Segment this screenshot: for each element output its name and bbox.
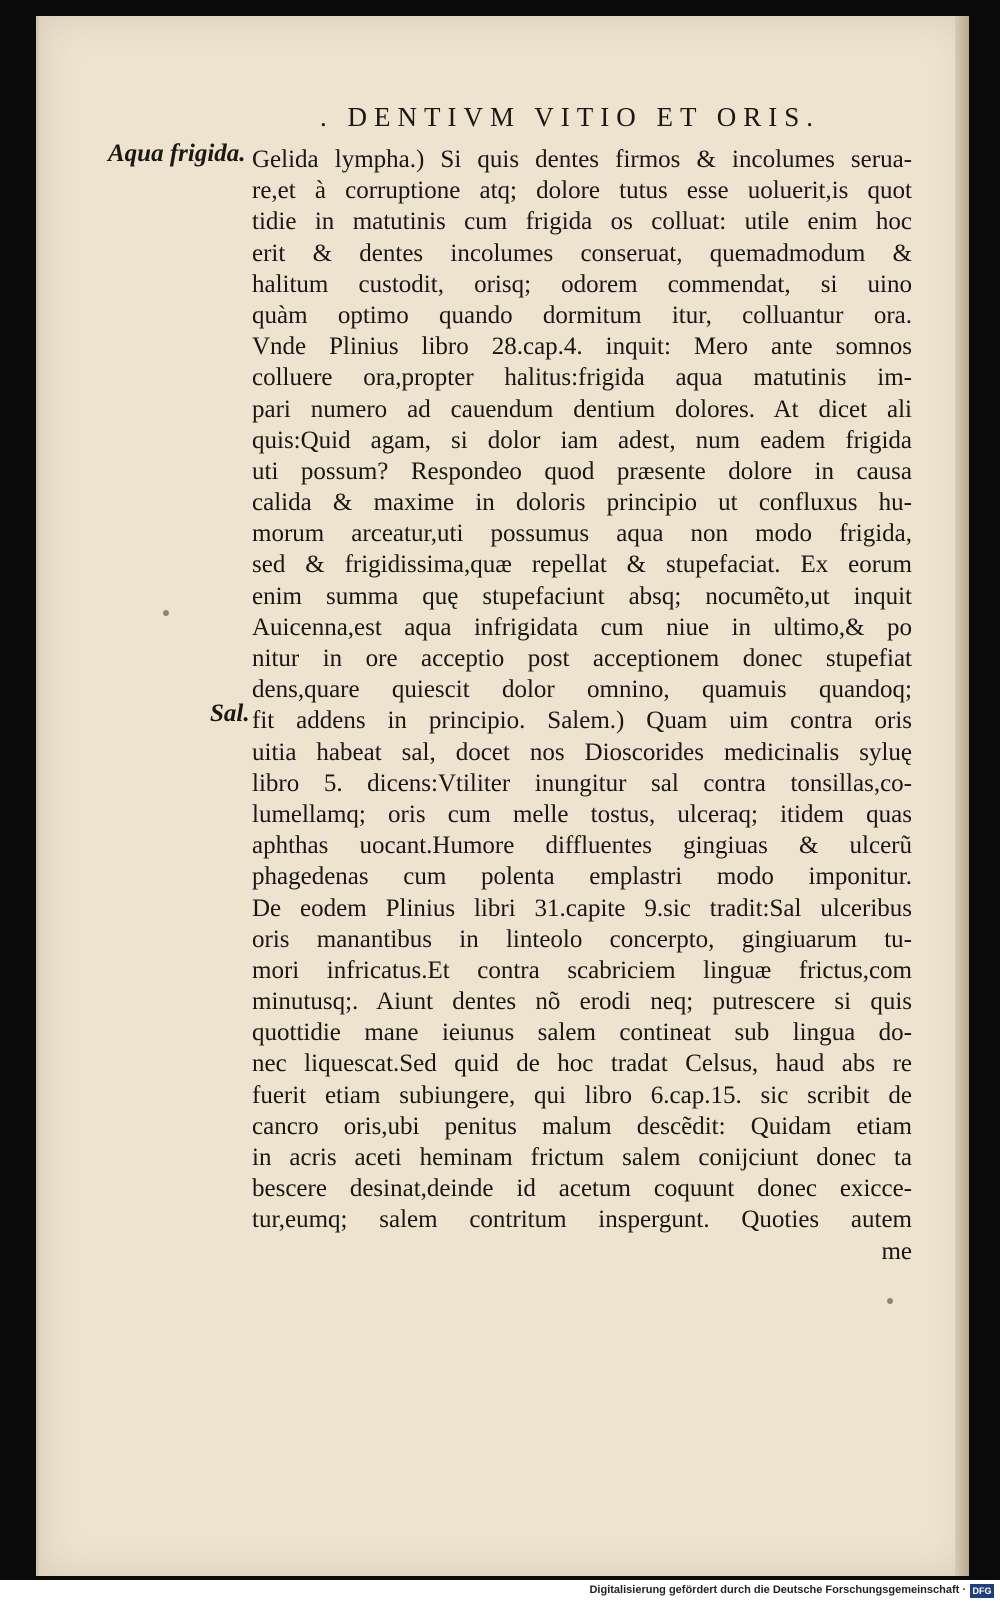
text-line: libro 5. dicens:Vtiliter inungitur sal contra tonsillas,co- <box>252 769 912 797</box>
text-line: colluere ora,propter halitus:frigida aqua matutinis im- <box>252 364 912 392</box>
text-line: me <box>881 1237 912 1265</box>
text-line: quàm optimo quando dormitum itur, colluantur ora. <box>252 301 912 329</box>
text-line: erit & dentes incolumes conseruat, quemadmodum & <box>252 239 912 267</box>
text-line: halitum custodit, orisq; odorem commendat, si uino <box>252 270 912 298</box>
body-text-block <box>252 144 912 1267</box>
margin-note-sal: Sal. <box>210 700 250 727</box>
text-line: uitia habeat sal, docet nos Dioscorides medicinalis syluę <box>252 738 912 766</box>
text-line: pari numero ad cauendum dentium dolores. At dicet ali <box>252 395 912 423</box>
text-line: Vnde Plinius libro 28.cap.4. inquit: Mero ante somnos <box>252 333 912 361</box>
text-line: oris manantibus in linteolo concerpto, gingiuarum tu- <box>252 925 912 953</box>
text-line: De eodem Plinius libri 31.capite 9.sic tradit:Sal ulceribus <box>252 894 912 922</box>
text-line: tidie in matutinis cum frigida os colluat: utile enim hoc <box>252 208 912 236</box>
text-line: fuerit etiam subiungere, qui libro 6.cap.15. sic scribit de <box>252 1081 912 1109</box>
text-line: quis:Quid agam, si dolor iam adest, num eadem frigida <box>252 426 912 454</box>
paper-speck <box>163 610 169 616</box>
text-line: nec liquescat.Sed quid de hoc tradat Celsus, haud abs re <box>252 1050 912 1078</box>
text-line: mori infricatus.Et contra scabriciem linguæ frictus,com <box>252 956 912 984</box>
text-line: quottidie mane ieiunus salem contineat sub lingua do- <box>252 1019 912 1047</box>
text-line: Gelida lympha.) Si quis dentes firmos & incolumes serua- <box>252 146 912 173</box>
text-line: dens,quare quiescit dolor omnino, quamuis quandoq; <box>252 676 912 704</box>
text-line: uti possum? Respondeo quod præsente dolore in causa <box>252 457 912 485</box>
text-line: in acris aceti heminam frictum salem conijciunt donec ta <box>252 1144 912 1171</box>
text-line: re,et à corruptione atq; dolore tutus esse uoluerit,is quot <box>252 177 912 205</box>
text-line: calida & maxime in doloris principio ut confluxus hu- <box>252 489 912 517</box>
text-line: lumellamq; oris cum melle tostus, ulceraq; itidem quas <box>252 800 912 828</box>
page-gutter <box>955 16 969 1576</box>
running-head: . DENTIVM VITIO ET ORIS. <box>320 102 820 132</box>
text-line: morum arceatur,uti possumus aqua non modo frigida, <box>252 520 912 548</box>
text-line: tur,eumq; salem contritum inspergunt. Quoties autem <box>252 1206 912 1234</box>
footer-credit: Digitalisierung gefördert durch die Deutsche Forschungsgemeinschaft · <box>589 1584 966 1596</box>
text-line: minutusq;. Aiunt dentes nõ erodi neq; putrescere si quis <box>252 988 912 1016</box>
text-line: Auicenna,est aqua infrigidata cum niue in ultimo,& po <box>252 613 912 641</box>
text-line: nitur in ore acceptio post acceptionem donec stupefiat <box>252 645 912 672</box>
text-line: fit addens in principio. Salem.) Quam uim contra oris <box>252 707 912 735</box>
margin-note-aqua-frigida: Aqua frigida. <box>108 140 246 167</box>
text-line: enim summa quę stupefaciunt absq; nocumẽto,ut inquit <box>252 582 912 610</box>
text-line: aphthas uocant.Humore diffluentes gingiuas & ulcerũ <box>252 832 912 860</box>
text-line: phagedenas cum polenta emplastri modo imponitur. <box>252 863 912 891</box>
text-line: sed & frigidissima,quæ repellat & stupefaciat. Ex eorum <box>252 551 912 579</box>
paper-speck <box>887 1298 893 1304</box>
text-line: cancro oris,ubi penitus malum descẽdit: Quidam etiam <box>252 1112 912 1140</box>
dfg-logo-icon: DFG <box>970 1584 994 1598</box>
text-line: bescere desinat,deinde id acetum coquunt donec exicce- <box>252 1175 912 1203</box>
